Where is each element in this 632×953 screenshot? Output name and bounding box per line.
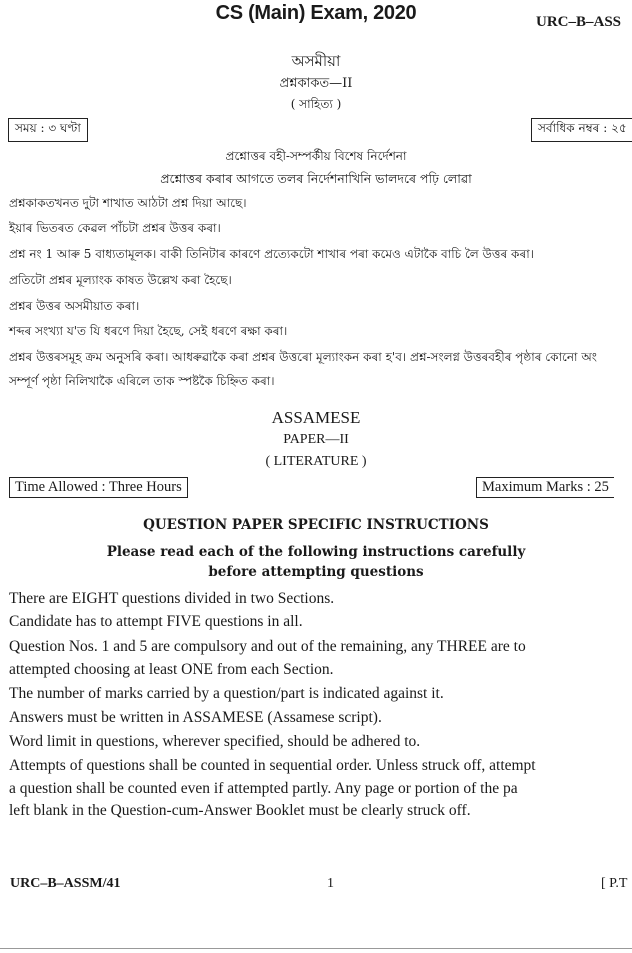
english-subtitle: ( LITERATURE ) xyxy=(265,454,367,469)
english-paper: PAPER—II xyxy=(283,432,349,447)
page-number: 1 xyxy=(327,876,334,891)
assamese-paper: প্ৰশ্নকাকত—II xyxy=(279,76,353,91)
english-instructions-title: QUESTION PAPER SPECIFIC INSTRUCTIONS xyxy=(143,517,489,533)
english-instruction-line: a question shall be counted even if attempted partly. Any page or portion of the pa xyxy=(9,780,518,797)
english-instruction-line: Candidate has to attempt FIVE questions in all. xyxy=(9,613,303,630)
english-marks-box: Maximum Marks : 25 xyxy=(476,477,614,498)
assamese-marks-box: সৰ্বাধিক নম্বৰ : ২৫ xyxy=(531,118,632,142)
please-read-line-2: before attempting questions xyxy=(208,564,424,580)
assamese-subject: অসমীয়া xyxy=(291,52,341,70)
english-instruction-line: Word limit in questions, wherever specified, should be adhered to. xyxy=(9,733,421,750)
paper-code-header: URC–B–ASS xyxy=(536,14,622,30)
assamese-instruction-line: প্ৰশ্ন নং 1 আৰু 5 বাধ্যতামূলক। বাকী তিনিটাৰ কাৰণে প্ৰত্যেকটো শাখাৰ পৰা কমেও এটাকৈ বাচি লৈ উত্তৰ কৰা। xyxy=(9,247,534,261)
english-instruction-line: The number of marks carried by a question/part is indicated against it. xyxy=(9,685,444,702)
english-instruction-line: Attempts of questions shall be counted in sequential order. Unless struck off, attempt xyxy=(9,757,536,774)
assamese-time-box: সময় : ৩ ঘণ্টা xyxy=(8,118,88,142)
please-read-line-1: Please read each of the following instructions carefully xyxy=(106,544,526,560)
english-instruction-line: Question Nos. 1 and 5 are compulsory and out of the remaining, any THREE are to xyxy=(9,638,526,655)
footer-paper-code: URC–B–ASSM/41 xyxy=(10,876,121,891)
assamese-instructions-subtitle: প্ৰশ্নোত্তৰ কৰাৰ আগতে তলৰ নিৰ্দেশনাখিনি ভালদৰে পঢ়ি লোৱা xyxy=(160,171,472,186)
assamese-instruction-line: প্ৰশ্নৰ উত্তৰসমূহ ক্ৰম অনুসৰি কৰা। আধৰুৱাকৈ কৰা প্ৰশ্নৰ উত্তৰো মূল্যাংকন কৰা হ'ব। প্ৰশ্ন-সংলগ্ন উত্তৰবহীৰ পৃষ্ঠাৰ কোনো অং xyxy=(9,350,597,364)
bottom-divider xyxy=(0,948,632,949)
english-instruction-line: left blank in the Question-cum-Answer Booklet must be clearly struck off. xyxy=(9,802,471,819)
english-time-box: Time Allowed : Three Hours xyxy=(9,477,188,498)
assamese-instruction-line: প্ৰশ্নকাকতখনত দুটা শাখাত আঠটা প্ৰশ্ন দিয়া আছে। xyxy=(9,196,247,210)
assamese-instruction-line: শব্দৰ সংখ্যা য'ত যি ধৰণে দিয়া হৈছে, সেই ধৰণে ৰক্ষা কৰা। xyxy=(9,324,288,338)
english-instruction-line: attempted choosing at least ONE from each Section. xyxy=(9,661,334,678)
pto-marker: [ P.T xyxy=(601,876,628,891)
english-instruction-line: There are EIGHT questions divided in two Sections. xyxy=(9,590,335,607)
assamese-instruction-line: প্ৰশ্নৰ উত্তৰ অসমীয়াত কৰা। xyxy=(9,299,140,313)
assamese-instruction-line: প্ৰতিটো প্ৰশ্নৰ মূল্যাংক কাষত উল্লেখ কৰা হৈছে। xyxy=(9,273,232,287)
assamese-instruction-line: ইয়াৰ ভিতৰত কেৱল পাঁচটা প্ৰশ্নৰ উত্তৰ কৰা। xyxy=(9,221,221,235)
assamese-instructions-title: প্ৰশ্নোত্তৰ বহী-সম্পৰ্কীয় বিশেষ নিৰ্দেশনা xyxy=(225,149,407,163)
exam-title: CS (Main) Exam, 2020 xyxy=(215,2,417,24)
assamese-instruction-line: সম্পূৰ্ণ পৃষ্ঠা নিলিখাকৈ এৰিলে তাক স্পষ্টকৈ চিহ্নিত কৰা। xyxy=(9,374,275,388)
assamese-subtitle: ( সাহিত্য ) xyxy=(290,97,342,111)
english-instruction-line: Answers must be written in ASSAMESE (Assamese script). xyxy=(9,709,382,726)
english-subject: ASSAMESE xyxy=(271,408,361,427)
